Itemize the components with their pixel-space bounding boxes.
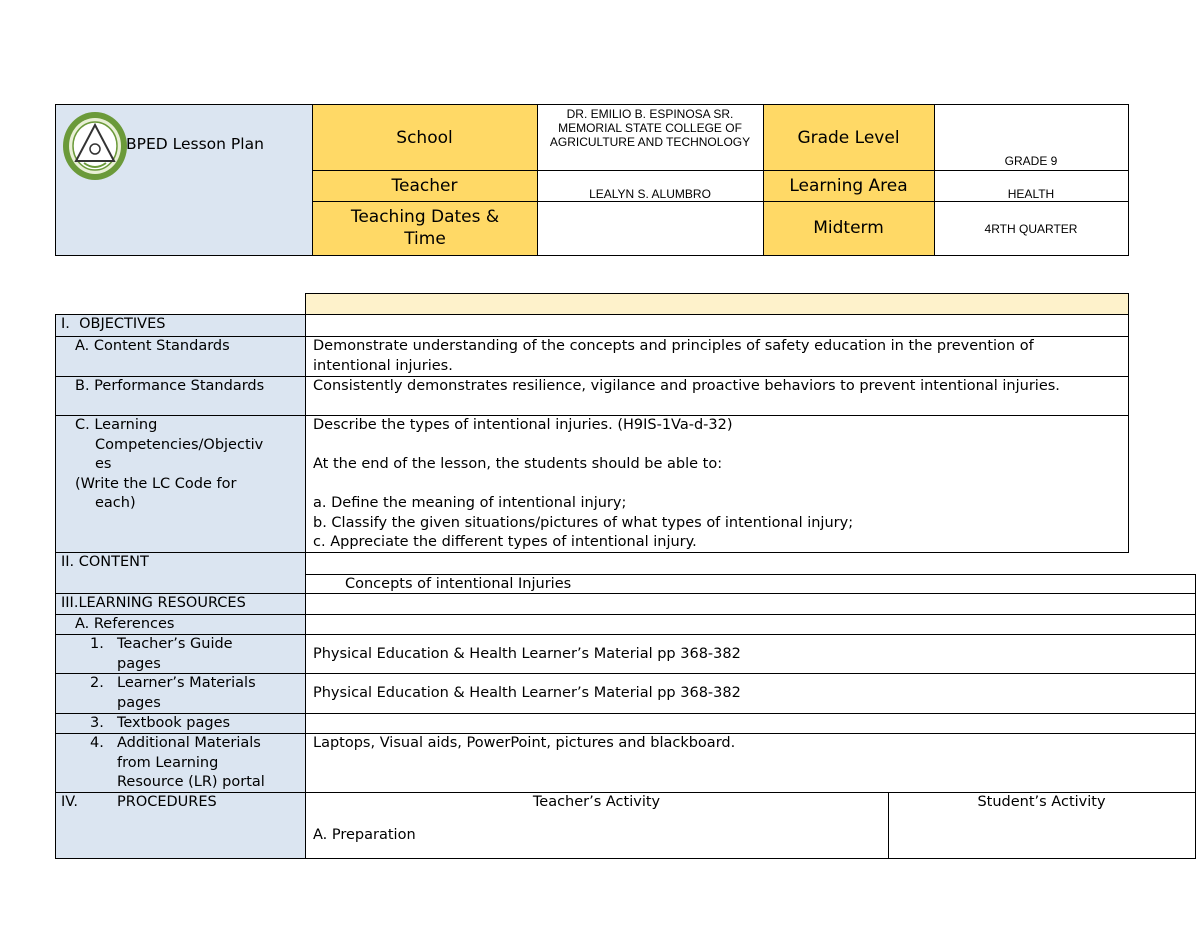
term-label: Midterm bbox=[813, 218, 884, 238]
procedures-label: PROCEDURES bbox=[117, 794, 217, 810]
school-value: DR. EMILIO B. ESPINOSA SR. MEMORIAL STATE COLLEGE OF AGRICULTURE AND TECHNOLOGY bbox=[549, 107, 751, 149]
college-seal-icon bbox=[62, 111, 128, 181]
ref4-value: Laptops, Visual aids, PowerPoint, pictures and blackboard. bbox=[313, 735, 736, 751]
ref4-label-2: from Learning bbox=[117, 754, 219, 771]
ref3-label: Textbook pages bbox=[117, 715, 231, 731]
ref2-number: 2. bbox=[90, 675, 104, 691]
ref4-label-1: Additional Materials bbox=[117, 735, 261, 751]
content-standards-label: A. Content Standards bbox=[75, 338, 230, 354]
references-label: A. References bbox=[75, 616, 175, 632]
competencies-label-2: Competencies/Objectiv bbox=[95, 436, 264, 453]
teacher-label: Teacher bbox=[391, 175, 458, 196]
performance-standards-value: Consistently demonstrates resilience, vigilance and proactive behaviors to prevent intentional injuries. bbox=[313, 378, 1060, 394]
student-activity-heading: Student’s Activity bbox=[977, 794, 1106, 810]
area-label: Learning Area bbox=[789, 175, 908, 196]
content-value: Concepts of intentional Injuries bbox=[345, 576, 572, 592]
grade-label: Grade Level bbox=[797, 127, 900, 148]
objective-b: b. Classify the given situations/pictures of what types of intentional injury; bbox=[313, 514, 854, 531]
ref1-number: 1. bbox=[90, 636, 104, 652]
objective-a: a. Define the meaning of intentional injury; bbox=[313, 495, 627, 511]
objectives-heading: I. OBJECTIVES bbox=[61, 316, 166, 332]
pale-header-bar bbox=[305, 293, 1129, 314]
term-value: 4RTH QUARTER bbox=[984, 222, 1078, 236]
competencies-label-5: each) bbox=[95, 495, 136, 511]
objective-c: c. Appreciate the different types of intentional injury. bbox=[313, 534, 697, 550]
ref4-label-3: Resource (LR) portal bbox=[117, 774, 265, 790]
procedures-number: IV. bbox=[61, 794, 78, 810]
teacher-value: LEALYN S. ALUMBRO bbox=[589, 187, 711, 201]
competency-value: Describe the types of intentional injuries. (H9IS-1Va-d-32) bbox=[313, 417, 733, 433]
school-label: School bbox=[396, 127, 453, 148]
competencies-label-4: (Write the LC Code for bbox=[75, 475, 237, 492]
ref1-label-1: Teacher’s Guide bbox=[117, 636, 233, 652]
preparation-label: A. Preparation bbox=[313, 827, 416, 843]
ref1-value: Physical Education & Health Learner’s Material pp 368-382 bbox=[313, 646, 741, 662]
grade-value: GRADE 9 bbox=[1004, 154, 1058, 168]
lesson-plan-title: BPED Lesson Plan bbox=[126, 135, 264, 153]
competencies-label-1: C. Learning bbox=[75, 417, 158, 433]
ref1-label-2: pages bbox=[117, 655, 161, 672]
area-value: HEALTH bbox=[1007, 187, 1055, 201]
performance-standards-label: B. Performance Standards bbox=[75, 378, 265, 394]
ref4-number: 4. bbox=[90, 735, 104, 751]
dates-label: Teaching Dates & Time bbox=[350, 207, 500, 249]
content-label: II. CONTENT bbox=[61, 554, 149, 570]
teacher-activity-heading: Teacher’s Activity bbox=[532, 794, 661, 810]
ref2-label-1: Learner’s Materials bbox=[117, 675, 256, 691]
resources-label: III.LEARNING RESOURCES bbox=[61, 595, 246, 611]
ref2-value: Physical Education & Health Learner’s Material pp 368-382 bbox=[313, 685, 741, 701]
competencies-label-3: es bbox=[95, 456, 112, 472]
ref2-label-2: pages bbox=[117, 694, 161, 711]
content-standards-value: Demonstrate understanding of the concepts and principles of safety education in the prevention of intentional injuries. bbox=[313, 338, 1034, 374]
objective-intro: At the end of the lesson, the students should be able to: bbox=[313, 456, 723, 472]
ref3-number: 3. bbox=[90, 715, 104, 731]
